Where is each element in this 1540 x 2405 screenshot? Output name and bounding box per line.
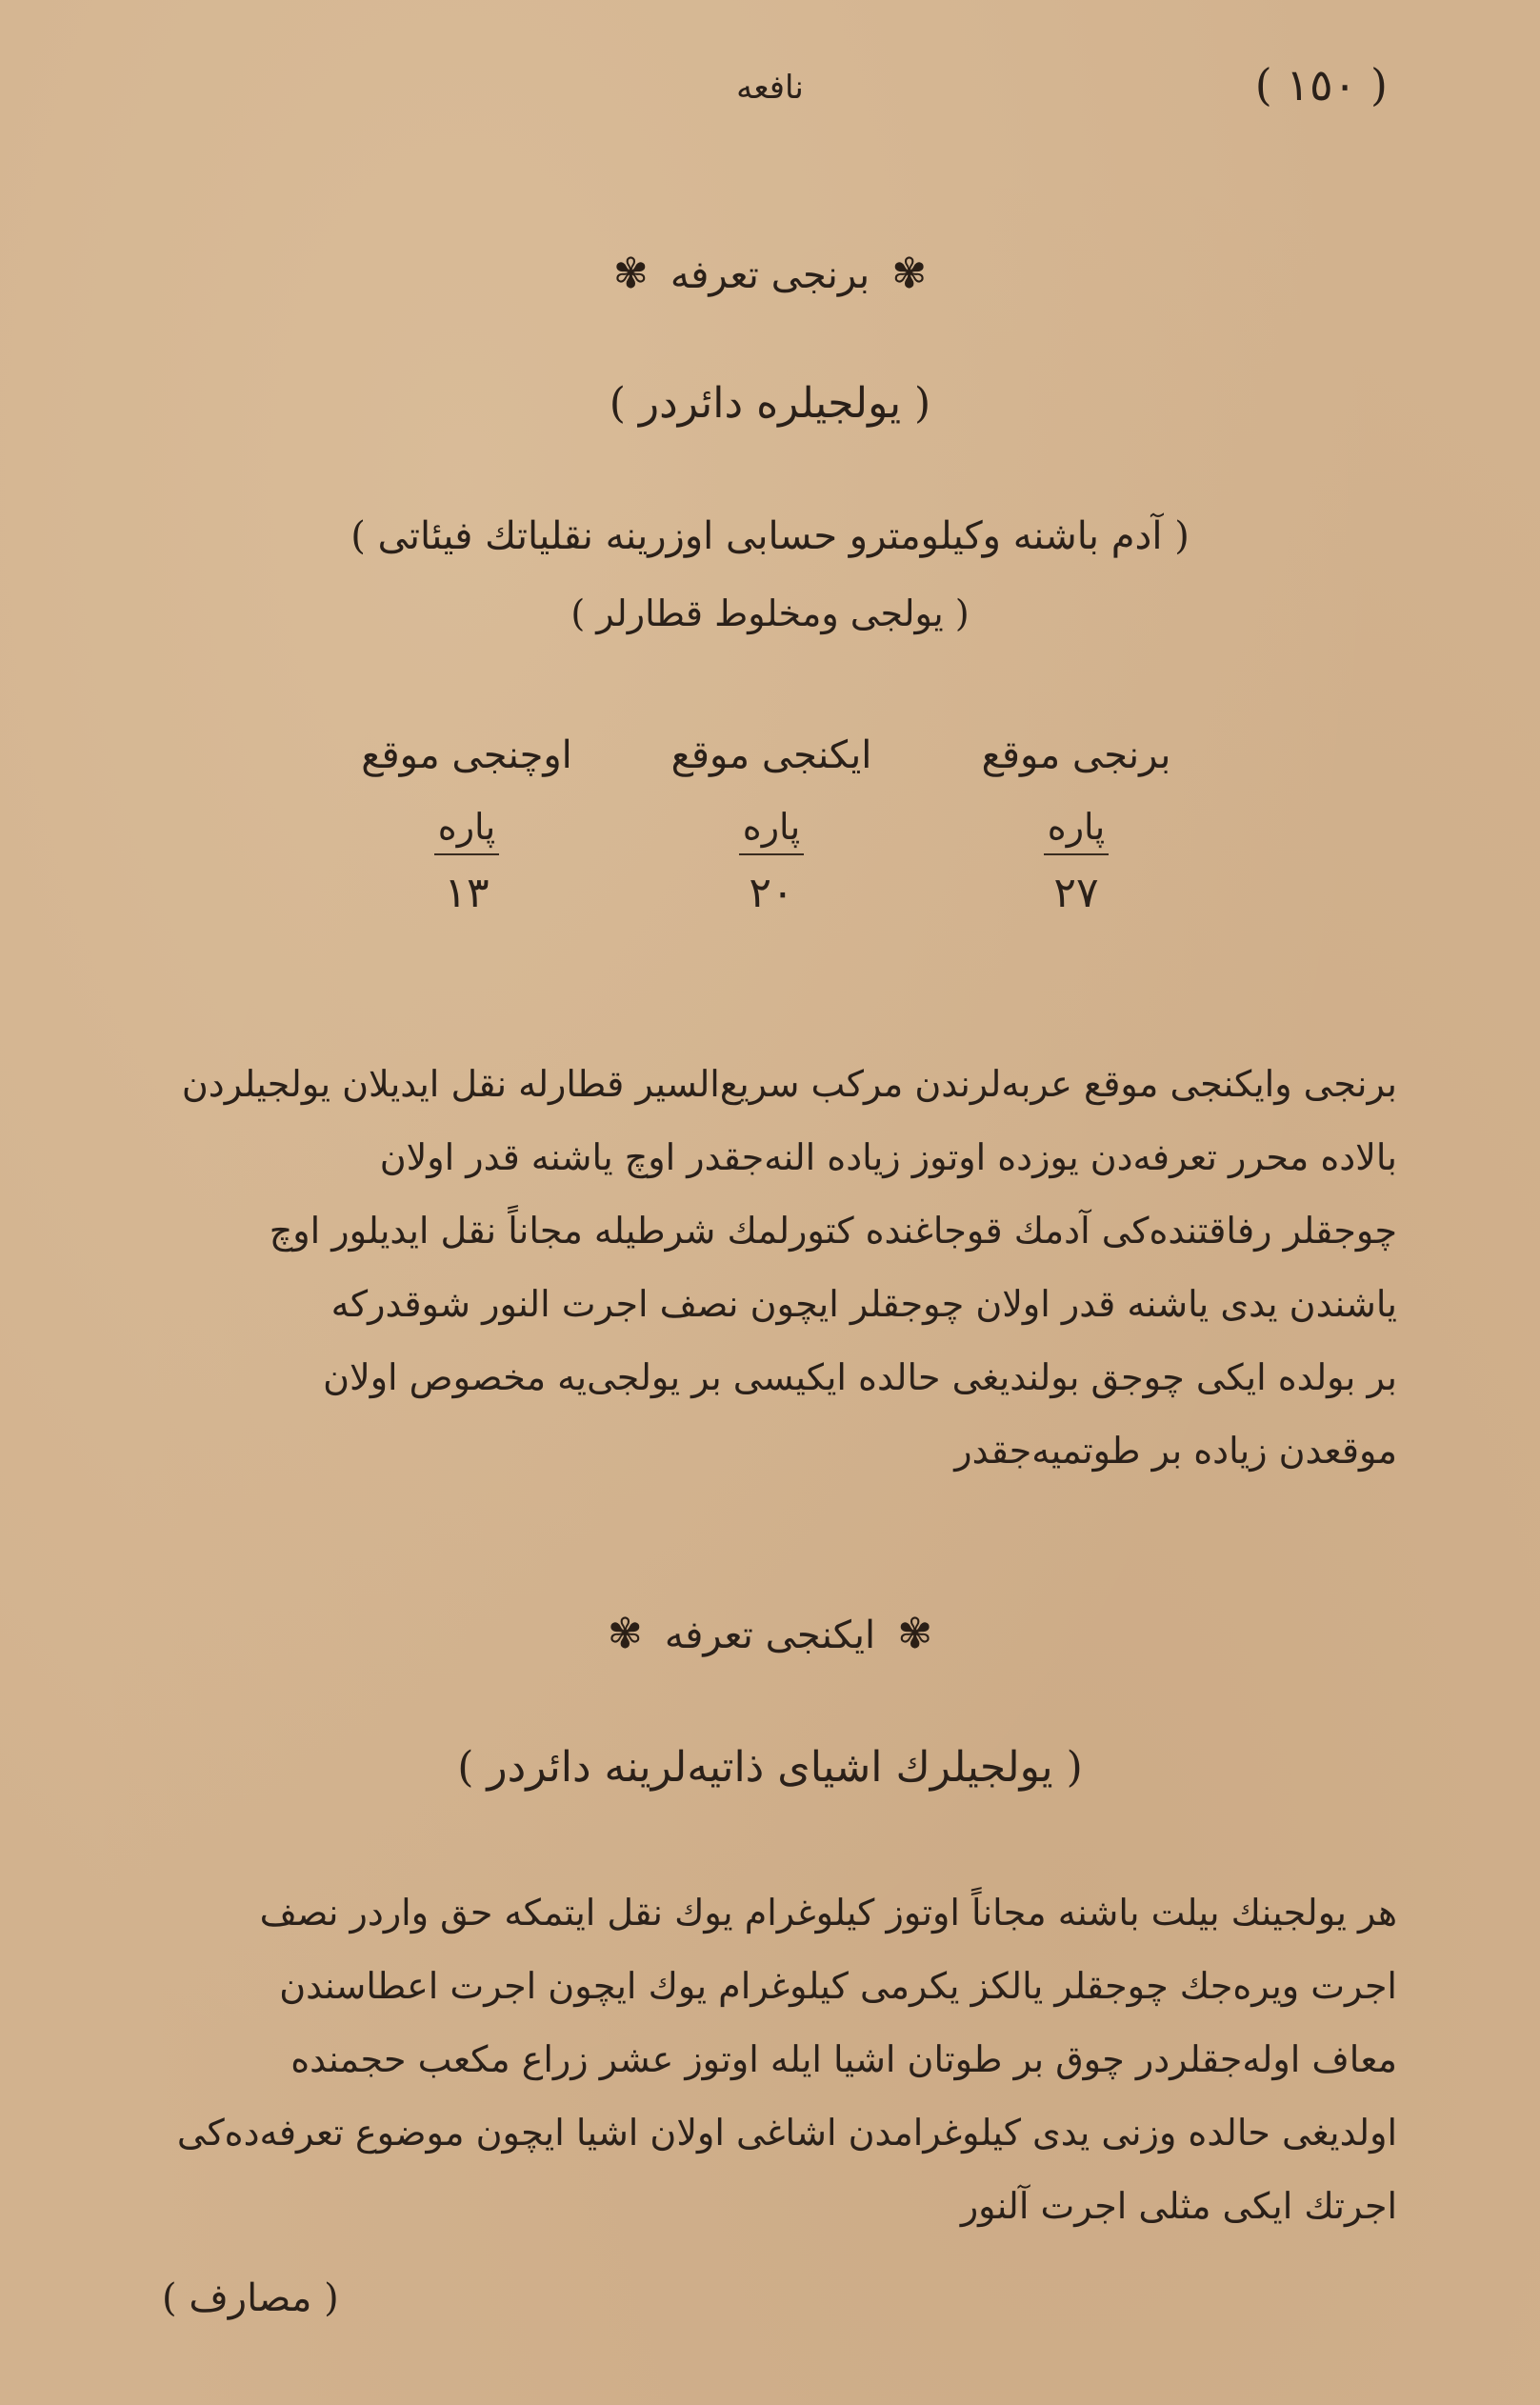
paragraph-line: اجرت ویره‌جك چوجقلر یالکز یکرمی کیلوغرام یوك ایچون اجرت اعطاسندن <box>279 1965 1397 2007</box>
section-1-paragraph <box>143 1048 1397 1488</box>
section-1-note-line-1: ( آدم باشنه وکیلومترو حسابی اوزرینه نقلیاتك فیئاتی ) <box>350 514 1190 558</box>
column-unit: پاره <box>739 806 804 855</box>
fleuron-icon: ✾ <box>612 250 649 298</box>
section-1-subtitle: ( یولجیلره دائردر ) <box>609 379 931 428</box>
column-label: اوچنجی موقع <box>361 733 572 777</box>
column-value: ١٣ <box>444 869 490 917</box>
fare-column-second-class <box>648 733 895 917</box>
section-2-heading <box>0 1610 1540 1658</box>
paragraph-line: موقعدن زیاده بر طوتمیه‌جقدر <box>954 1430 1397 1472</box>
fare-column-first-class <box>952 733 1200 917</box>
fleuron-icon: ✾ <box>891 250 928 298</box>
column-label: ایکنجی موقع <box>670 733 872 777</box>
section-1-heading <box>0 250 1540 298</box>
paragraph-line: اولدیغی حالده وزنی یدی کیلوغرامدن اشاغی اولان اشیا ایچون موضوع تعرفه‌ده‌کی <box>176 2112 1397 2154</box>
next-section-heading: ( مصارف ) <box>162 2276 339 2320</box>
column-value: ٢٠ <box>749 869 794 917</box>
column-unit: پاره <box>1044 806 1109 855</box>
fleuron-icon: ✾ <box>897 1610 933 1658</box>
paragraph-line: برنجی وایکنجی موقع عربه‌لرندن مرکب سریع‌السیر قطارله نقل ایدیلان یولجیلردن <box>181 1063 1397 1105</box>
fare-table <box>343 733 1200 943</box>
running-title: نافعه <box>736 69 804 107</box>
paragraph-line: هر یولجینك بیلت باشنه مجاناً اوتوز کیلوغرام یوك نقل ایتمکه حق واردر نصف <box>259 1892 1397 1934</box>
page-number: ( ١٥٠ ) <box>1254 59 1388 110</box>
paragraph-line: اجرتك ایکی مثلی اجرت آلنور <box>960 2185 1397 2227</box>
fleuron-icon: ✾ <box>607 1610 643 1658</box>
section-2-title: ایکنجی تعرفه <box>664 1613 876 1657</box>
paragraph-line: بالاده محرر تعرفه‌دن یوزده اوتوز زیاده النه‌جقدر اوچ یاشنه قدر اولان <box>379 1136 1397 1178</box>
section-2-paragraph <box>143 1876 1397 2243</box>
page-header <box>152 59 1388 135</box>
column-value: ٢٧ <box>1053 869 1099 917</box>
section-1-title: برنجی تعرفه <box>670 253 870 297</box>
fare-column-third-class <box>343 733 590 917</box>
paragraph-line: یاشندن یدی یاشنه قدر اولان چوجقلر ایچون نصف اجرت النور شوقدرکه <box>330 1283 1397 1325</box>
column-unit: پاره <box>434 806 499 855</box>
paragraph-line: معاف اوله‌جقلردر چوق بر طوتان اشیا ایله اوتوز عشر زراع مکعب حجمنده <box>290 2038 1397 2080</box>
paragraph-line: چوجقلر رفاقتنده‌کی آدمك قوجاغنده کتورلمك شرطیله مجاناً نقل ایدیلور اوچ <box>269 1210 1397 1252</box>
column-label: برنجی موقع <box>981 733 1171 777</box>
section-2-subtitle: ( یولجیلرك اشیای ذاتیه‌لرینه دائردر ) <box>457 1743 1083 1792</box>
paragraph-line: بر بولده ایکی چوجق بولندیغی حالده ایکیسی بر یولجی‌یه مخصوص اولان <box>323 1356 1397 1398</box>
section-1-note-line-2: ( یولجی ومخلوط قطارلر ) <box>570 592 970 634</box>
